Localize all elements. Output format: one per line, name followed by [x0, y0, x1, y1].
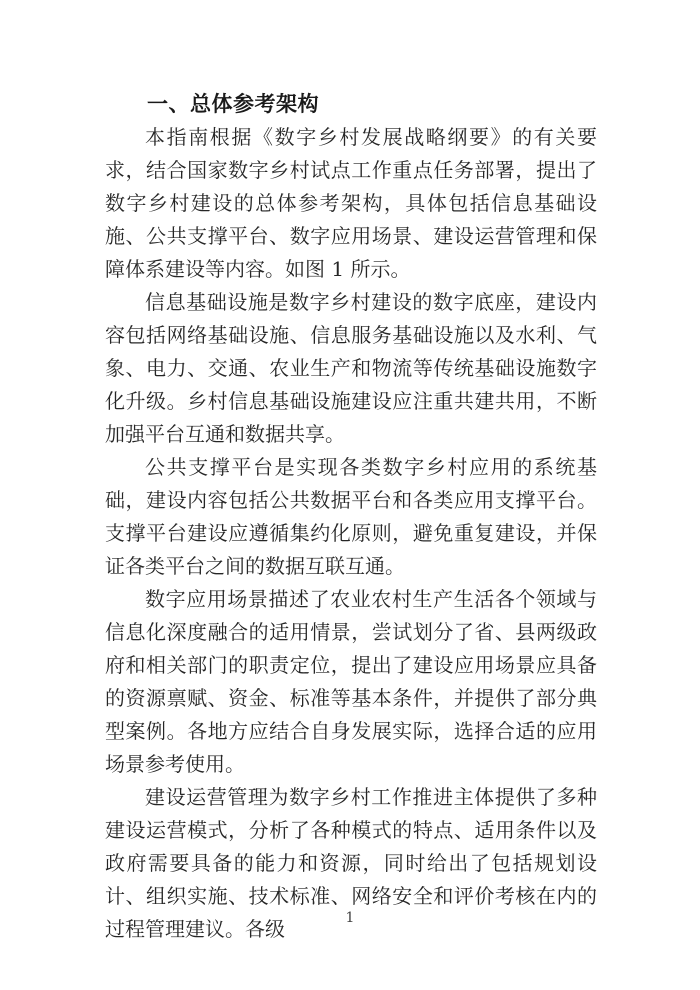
page-number: 1: [345, 910, 355, 926]
paragraph-construction-operation-management: 建设运营管理为数字乡村工作推进主体提供了多种建设运营模式，分析了各种模式的特点、适用条件以及政府需要具备的能力和资源，同时给出了包括规划设计、组织实施、技术标准、网络安全和评价考核在内的过程管理建议。各级: [105, 785, 597, 941]
page-content: [105, 88, 597, 946]
paragraph-digital-application-scenarios: 数字应用场景描述了农业农村生产生活各个领域与信息化深度融合的适用情景，尝试划分了省、县两级政府和相关部门的职责定位，提出了建设应用场景应具备的资源禀赋、资金、标准等基本条件，并提供了部分典型案例。各地方应结合自身发展实际，选择合适的应用场景参考使用。: [105, 587, 597, 776]
paragraph-overview: 本指南根据《数字乡村发展战略纲要》的有关要求，结合国家数字乡村试点工作重点任务部署，提出了数字乡村建设的总体参考架构，具体包括信息基础设施、公共支撑平台、数字应用场景、建设运营管理和保障体系建设等内容。如图 1 所示。: [105, 125, 597, 281]
section-heading: 一、总体参考架构: [147, 92, 319, 116]
paragraph-info-infrastructure: 信息基础设施是数字乡村建设的数字底座，建设内容包括网络基础设施、信息服务基础设施以及水利、气象、电力、交通、农业生产和物流等传统基础设施数字化升级。乡村信息基础设施建设应注重共建共用，不断加强平台互通和数据共享。: [105, 290, 597, 446]
paragraph-public-support-platform: 公共支撑平台是实现各类数字乡村应用的系统基础，建设内容包括公共数据平台和各类应用支撑平台。支撑平台建设应遵循集约化原则，避免重复建设，并保证各类平台之间的数据互联互通。: [105, 455, 597, 578]
